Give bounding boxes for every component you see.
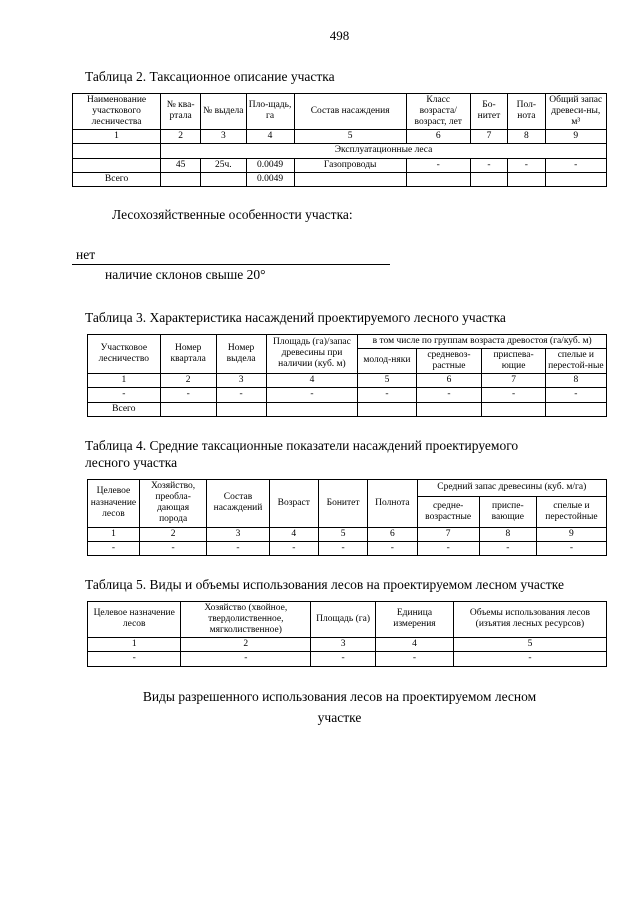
table2-header-row <box>73 93 607 130</box>
header-cell: Состав насаждения <box>294 93 406 130</box>
table-row <box>88 402 607 416</box>
header-cell: № ква-ртала <box>161 93 201 130</box>
data-cell: - <box>266 388 358 402</box>
col-number-cell: 5 <box>294 130 406 144</box>
data-cell <box>294 172 406 186</box>
col-number-cell: 4 <box>376 638 454 652</box>
data-cell: - <box>417 541 479 555</box>
table5 <box>87 601 607 667</box>
data-cell <box>73 158 161 172</box>
table2 <box>72 93 607 187</box>
col-number-cell: 5 <box>318 527 367 541</box>
header-cell: Площадь (га) <box>311 601 376 638</box>
col-number-cell: 7 <box>417 527 479 541</box>
data-cell: - <box>416 388 482 402</box>
data-cell <box>161 172 201 186</box>
data-cell: - <box>88 541 140 555</box>
data-cell <box>160 402 216 416</box>
col-number-cell: 7 <box>470 130 507 144</box>
col-number-cell: 1 <box>73 130 161 144</box>
header-cell: Бонитет <box>318 479 367 527</box>
header-cell: Пол-нота <box>508 93 545 130</box>
col-number-cell: 6 <box>406 130 470 144</box>
data-cell <box>201 172 246 186</box>
data-cell: - <box>88 388 161 402</box>
header-cell: № выдела <box>201 93 246 130</box>
header-cell: Класс возраста/ возраст, лет <box>406 93 470 130</box>
header-cell: Номер квартала <box>160 334 216 374</box>
data-cell <box>545 402 606 416</box>
table3-colnum-row <box>88 374 607 388</box>
data-cell <box>216 402 266 416</box>
col-number-cell: 4 <box>246 130 294 144</box>
data-cell: - <box>269 541 318 555</box>
col-number-cell: 1 <box>88 638 181 652</box>
empty-cell <box>73 144 161 158</box>
col-number-cell: 2 <box>160 374 216 388</box>
col-number-cell: 1 <box>88 527 140 541</box>
table5-header-row <box>88 601 607 638</box>
table4-colnum-row <box>88 527 607 541</box>
section-label-cell: Эксплуатационные леса <box>161 144 607 158</box>
data-cell: - <box>508 158 545 172</box>
col-number-cell: 8 <box>479 527 536 541</box>
data-cell <box>545 172 606 186</box>
header-cell: Пло-щадь, га <box>246 93 294 130</box>
data-cell: - <box>311 652 376 666</box>
data-cell <box>470 172 507 186</box>
header-cell: средне-возрастные <box>417 496 479 527</box>
table-row <box>73 158 607 172</box>
col-number-cell: 7 <box>482 374 545 388</box>
data-cell: - <box>479 541 536 555</box>
table3 <box>87 334 607 417</box>
data-cell: Всего <box>73 172 161 186</box>
header-cell: Объемы использования лесов (изъятия лесных ресурсов) <box>453 601 606 638</box>
table-row <box>88 541 607 555</box>
col-number-cell: 3 <box>216 374 266 388</box>
table3-header-row <box>88 334 607 348</box>
table3-title: Таблица 3. Характеристика насаждений проектируемого лесного участка <box>85 309 506 325</box>
table4-title: Таблица 4. Средние таксационные показатели насаждений проектируемого лесного участка <box>85 437 519 471</box>
group-header-cell: Средний запас древесины (куб. м/га) <box>417 479 606 496</box>
data-cell <box>416 402 482 416</box>
data-cell <box>508 172 545 186</box>
header-cell: Полнота <box>368 479 417 527</box>
header-cell: спелые и перестой-ные <box>545 348 606 373</box>
table-row <box>88 652 607 666</box>
data-cell: - <box>216 388 266 402</box>
data-cell <box>482 402 545 416</box>
data-cell: - <box>181 652 311 666</box>
header-cell: Бо-нитет <box>470 93 507 130</box>
data-cell: - <box>536 541 606 555</box>
header-cell: Хозяйство (хвойное, твердолиственное, мягколиственное) <box>181 601 311 638</box>
slope-note: наличие склонов свыше 20° <box>105 266 266 282</box>
col-number-cell: 8 <box>508 130 545 144</box>
data-cell: - <box>368 541 417 555</box>
col-number-cell: 4 <box>269 527 318 541</box>
header-cell: Целевое назначение лесов <box>88 479 140 527</box>
col-number-cell: 3 <box>311 638 376 652</box>
header-cell: Целевое назначение лесов <box>88 601 181 638</box>
data-cell: - <box>139 541 206 555</box>
data-cell: - <box>470 158 507 172</box>
col-number-cell: 2 <box>161 130 201 144</box>
col-number-cell: 4 <box>266 374 358 388</box>
col-number-cell: 2 <box>139 527 206 541</box>
data-cell: - <box>88 652 181 666</box>
header-cell: Единица измерения <box>376 601 454 638</box>
header-cell: Наименование участкового лесничества <box>73 93 161 130</box>
col-number-cell: 2 <box>181 638 311 652</box>
table5-colnum-row <box>88 638 607 652</box>
table5-title: Таблица 5. Виды и объемы использования лесов на проектируемом лесном участке <box>85 577 564 593</box>
table4-header-row <box>88 479 607 496</box>
header-cell: Общий запас древеси-ны, м³ <box>545 93 606 130</box>
col-number-cell: 5 <box>453 638 606 652</box>
table2-section-row <box>73 144 607 158</box>
table2-title: Таблица 2. Таксационное описание участка <box>85 69 335 84</box>
data-cell: - <box>207 541 269 555</box>
table4 <box>87 479 607 556</box>
data-cell: - <box>453 652 606 666</box>
table-row <box>73 172 607 186</box>
header-cell: Хозяйство, преобла-дающая порода <box>139 479 206 527</box>
data-cell: Газопроводы <box>294 158 406 172</box>
col-number-cell: 6 <box>368 527 417 541</box>
col-number-cell: 3 <box>207 527 269 541</box>
data-cell: 25ч. <box>201 158 246 172</box>
header-cell: Номер выдела <box>216 334 266 374</box>
header-cell: Состав насаждений <box>207 479 269 527</box>
data-cell: - <box>358 388 416 402</box>
header-cell: спелые и перестойные <box>536 496 606 527</box>
col-number-cell: 5 <box>358 374 416 388</box>
data-cell <box>358 402 416 416</box>
header-cell: молод-няки <box>358 348 416 373</box>
footer-text: Виды разрешенного использования лесов на проектируемом лесном участке <box>142 688 537 725</box>
page-number: 498 <box>329 28 350 43</box>
col-number-cell: 9 <box>536 527 606 541</box>
header-cell: Площадь (га)/запас древесины при наличии (куб. м) <box>266 334 358 374</box>
data-cell <box>406 172 470 186</box>
col-number-cell: 6 <box>416 374 482 388</box>
data-cell: - <box>376 652 454 666</box>
col-number-cell: 9 <box>545 130 606 144</box>
data-cell: - <box>406 158 470 172</box>
header-cell: приспе-вающие <box>479 496 536 527</box>
data-cell: - <box>545 158 606 172</box>
data-cell <box>266 402 358 416</box>
features-value: нет <box>76 246 96 262</box>
header-cell: Возраст <box>269 479 318 527</box>
header-cell: Участковое лесничество <box>88 334 161 374</box>
data-cell: - <box>318 541 367 555</box>
features-value-line <box>72 247 390 265</box>
features-label: Лесохозяйственные особенности участка: <box>112 206 353 222</box>
data-cell: 0.0049 <box>246 158 294 172</box>
col-number-cell: 1 <box>88 374 161 388</box>
data-cell: 45 <box>161 158 201 172</box>
header-cell: приспева-ющие <box>482 348 545 373</box>
data-cell: - <box>160 388 216 402</box>
data-cell: - <box>545 388 606 402</box>
header-cell: средневоз-растные <box>416 348 482 373</box>
table2-colnum-row <box>73 130 607 144</box>
col-number-cell: 3 <box>201 130 246 144</box>
data-cell: 0.0049 <box>246 172 294 186</box>
group-header-cell: в том числе по группам возраста древостоя (га/куб. м) <box>358 334 607 348</box>
data-cell: Всего <box>88 402 161 416</box>
col-number-cell: 8 <box>545 374 606 388</box>
table-row <box>88 388 607 402</box>
data-cell: - <box>482 388 545 402</box>
